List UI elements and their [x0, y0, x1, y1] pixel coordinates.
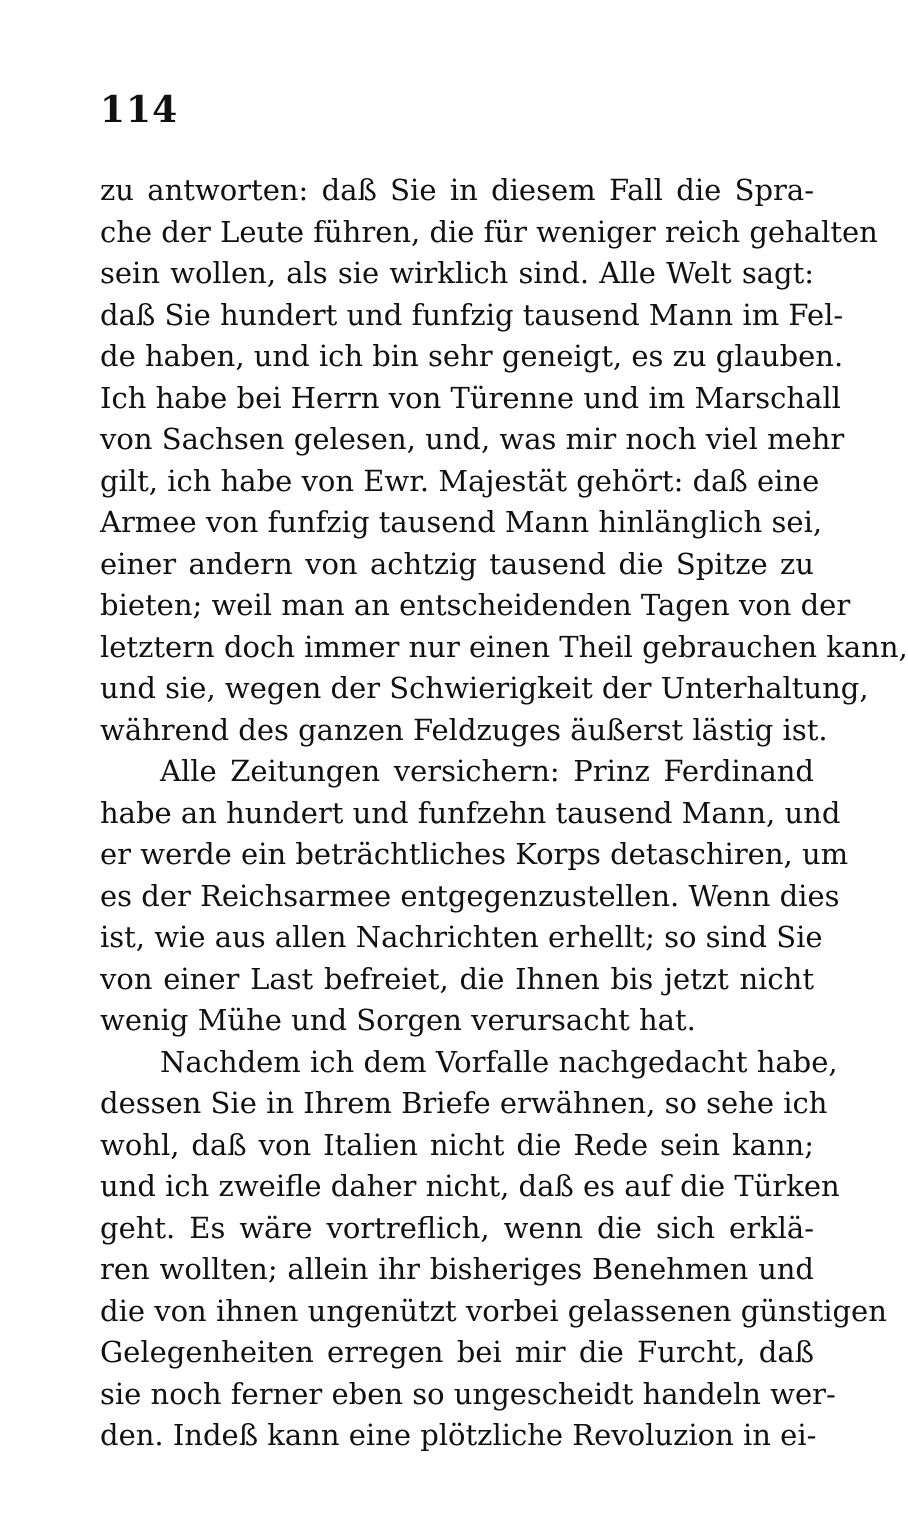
text-line: einer andern von achtzig tausend die Spitze zu [100, 546, 814, 581]
text-line: habe an hundert und funfzehn tausend Mann, und [100, 795, 841, 830]
text-line: wohl, daß von Italien nicht die Rede sein kann; [100, 1127, 814, 1162]
text-line: wenig Mühe und Sorgen verursacht hat. [100, 1003, 696, 1037]
text-line: von Sachsen gelesen, und, was mir noch viel mehr [100, 422, 845, 456]
text-line: zu antworten: daß Sie in diesem Fall die Spra- [100, 173, 814, 207]
text-line: ren wollten; allein ihr bisheriges Benehmen und [100, 1252, 814, 1286]
body-text [100, 170, 908, 1457]
text-line: Alle Zeitungen versichern: Prinz Ferdinand [160, 754, 814, 788]
text-line: bieten; weil man an entscheidenden Tagen von der [100, 588, 851, 622]
text-line: daß Sie hundert und funfzig tausend Mann im Fel- [100, 297, 844, 332]
text-line: die von ihnen ungenützt vorbei gelassenen günstigen [100, 1293, 887, 1328]
text-line: letztern doch immer nur einen Theil gebrauchen kann, [100, 629, 908, 664]
text-line: dessen Sie in Ihrem Briefe erwähnen, so sehe ich [100, 1086, 828, 1120]
text-line: und ich zweifle daher nicht, daß es auf die Türken [100, 1169, 840, 1203]
text-line: ist, wie aus allen Nachrichten erhellt; so sind Sie [100, 920, 823, 954]
text-line: Gelegenheiten erregen bei mir die Furcht, daß [100, 1335, 814, 1369]
text-line: gilt, ich habe von Ewr. Majestät gehört: daß eine [100, 463, 820, 498]
text-line: geht. Es wäre vortreflich, wenn die sich erklä- [100, 1210, 814, 1245]
text-line: und sie, wegen der Schwierigkeit der Unterhaltung, [100, 671, 869, 705]
text-line: es der Reichsarmee entgegenzustellen. Wenn dies [100, 878, 840, 913]
text-line: de haben, und ich bin sehr geneigt, es zu glauben. [100, 339, 844, 373]
text-line: Armee von funfzig tausend Mann hinlänglich sei, [100, 505, 823, 539]
text-line: sein wollen, als sie wirklich sind. Alle Welt sagt: [100, 256, 814, 290]
page-number: 114 [100, 89, 179, 131]
text-line: den. Indeß kann eine plötzliche Revoluzion in ei- [100, 1418, 817, 1452]
text-line: er werde ein beträchtliches Korps detaschiren, um [100, 837, 849, 871]
text-line: che der Leute führen, die für weniger reich gehalten [100, 214, 878, 249]
text-line: von einer Last befreiet, die Ihnen bis jetzt nicht [100, 961, 814, 996]
text-line: während des ganzen Feldzuges äußerst lästig ist. [100, 712, 828, 747]
text-line: Ich habe bei Herrn von Türenne und im Marschall [100, 380, 841, 415]
text-line: sie noch ferner eben so ungescheidt handeln wer- [100, 1376, 836, 1411]
text-line: Nachdem ich dem Vorfalle nachgedacht habe, [160, 1044, 838, 1079]
